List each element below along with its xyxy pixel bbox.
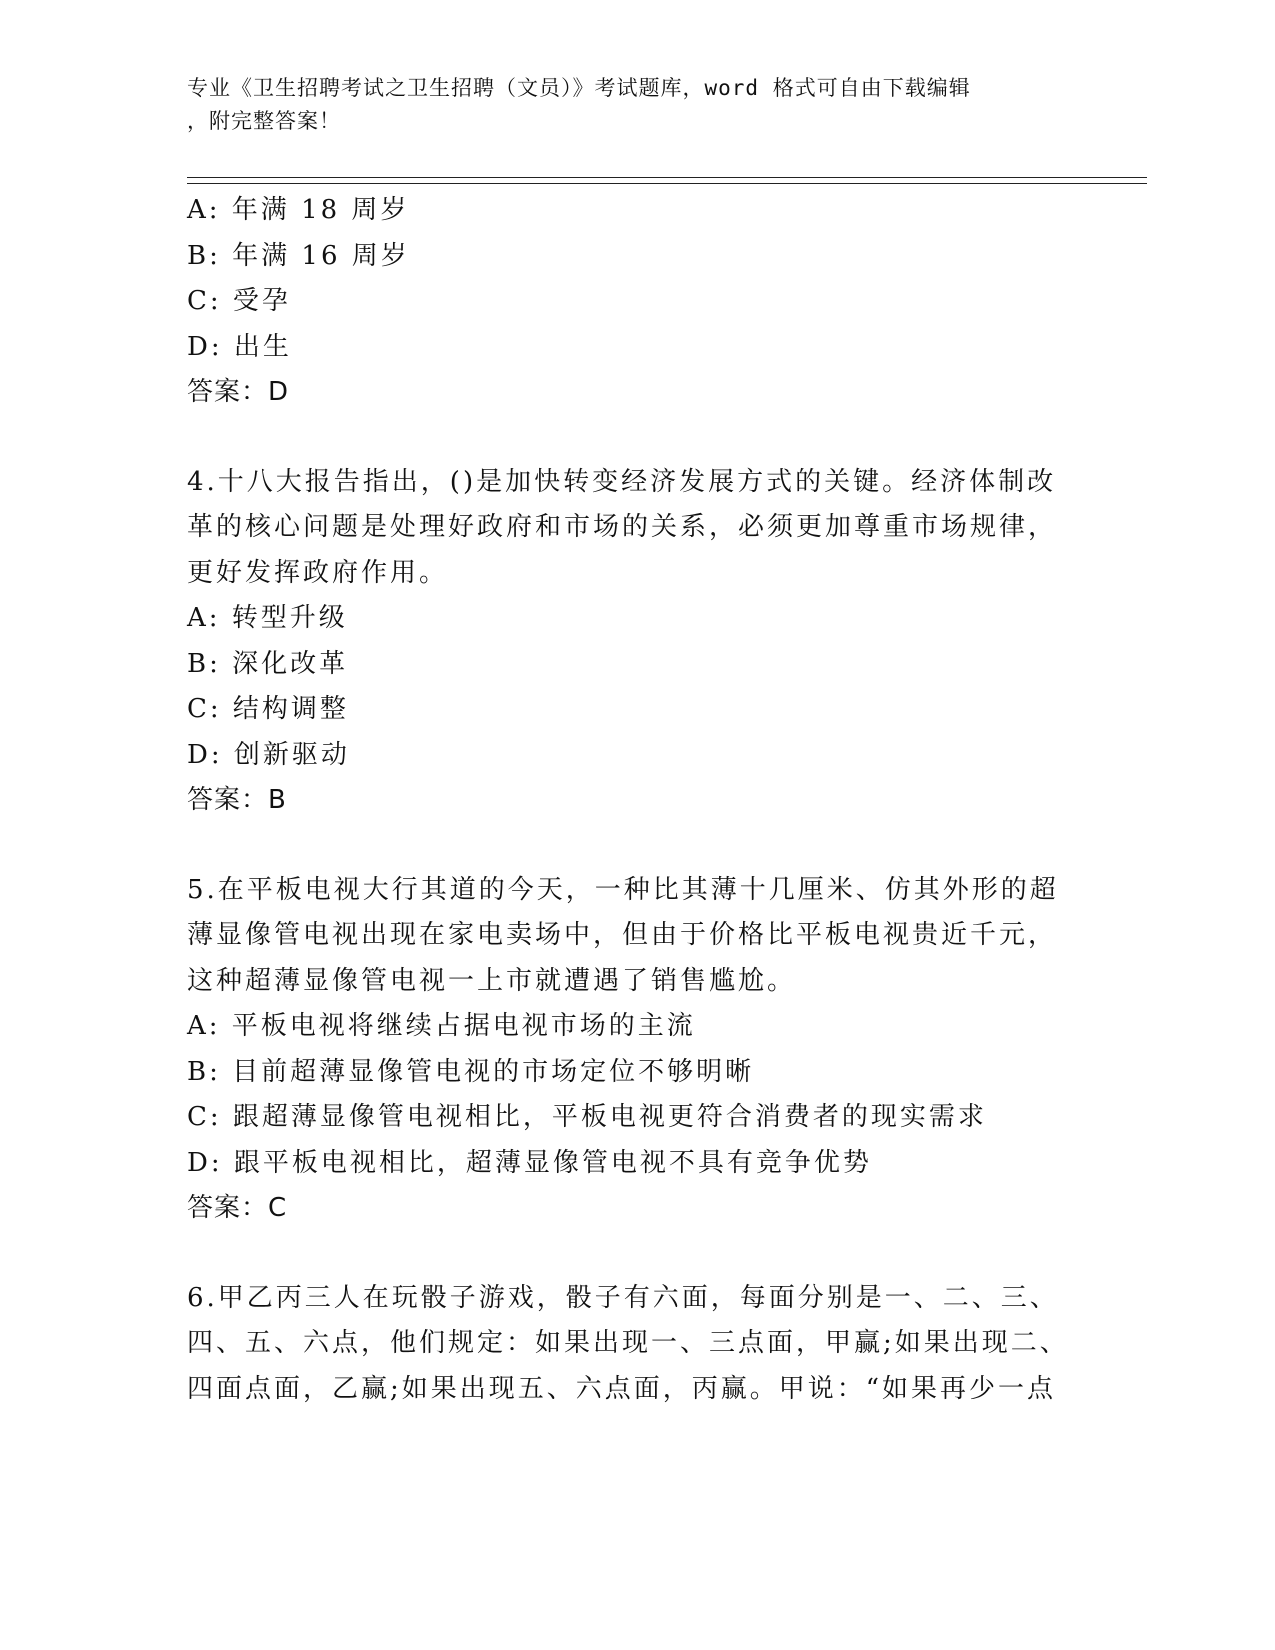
option-b: B: 深化改革 [187,648,349,679]
header-rule-bottom [187,183,1147,184]
option-b: B: 年满 16 周岁 [187,240,410,271]
question-stem-line: 5.在平板电视大行其道的今天，一种比其薄十几厘米、仿其外形的超 [187,874,1059,905]
question-stem-line: 革的核心问题是处理好政府和市场的关系，必须更加尊重市场规律， [187,512,1058,542]
option-d: D: 创新驱动 [187,739,350,770]
question-3 [187,188,1087,416]
option-a: A: 平板电视将继续占据电视市场的主流 [187,1011,696,1041]
option-b: B: 目前超薄显像管电视的市场定位不够明晰 [187,1056,755,1087]
document-header [187,72,1087,138]
option-a: A: 转型升级 [187,603,348,633]
question-4 [187,460,1087,824]
option-c: C: 跟超薄显像管电视相比，平板电视更符合消费者的现实需求 [187,1102,987,1132]
answer: 答案：D [187,377,290,407]
answer: 答案：B [187,785,287,815]
option-d: D: 出生 [187,331,292,362]
spacer [187,416,1087,460]
document-body [187,188,1087,1412]
header-line-1: 专业《卫生招聘考试之卫生招聘（文员）》考试题库，word 格式可自由下载编辑 [187,76,971,100]
option-c: C: 结构调整 [187,694,349,724]
question-stem-line: 四面点面，乙赢;如果出现五、六点面，丙赢。甲说：“如果再少一点 [187,1373,1057,1404]
question-stem-line: 这种超薄显像管电视一上市就遭遇了销售尴尬。 [187,965,797,996]
question-stem-line: 6.甲乙丙三人在玩骰子游戏，骰子有六面，每面分别是一、二、三、 [187,1282,1059,1313]
spacer [187,1232,1087,1276]
question-stem-line: 4.十八大报告指出，()是加快转变经济发展方式的关键。经济体制改 [187,466,1057,497]
question-stem-line: 四、五、六点，他们规定：如果出现一、三点面，甲赢;如果出现二、 [187,1328,1069,1358]
question-5 [187,868,1087,1232]
option-a: A: 年满 18 周岁 [187,195,410,225]
question-stem-line: 更好发挥政府作用。 [187,557,449,588]
answer: 答案：C [187,1193,288,1223]
spacer [187,824,1087,868]
option-d: D: 跟平板电视相比，超薄显像管电视不具有竞争优势 [187,1147,872,1178]
header-rule-top [187,177,1147,178]
question-stem-line: 薄显像管电视出现在家电卖场中，但由于价格比平板电视贵近千元， [187,920,1058,950]
question-6 [187,1276,1087,1413]
option-c: C: 受孕 [187,286,291,316]
header-line-2: ，附完整答案！ [187,109,341,133]
